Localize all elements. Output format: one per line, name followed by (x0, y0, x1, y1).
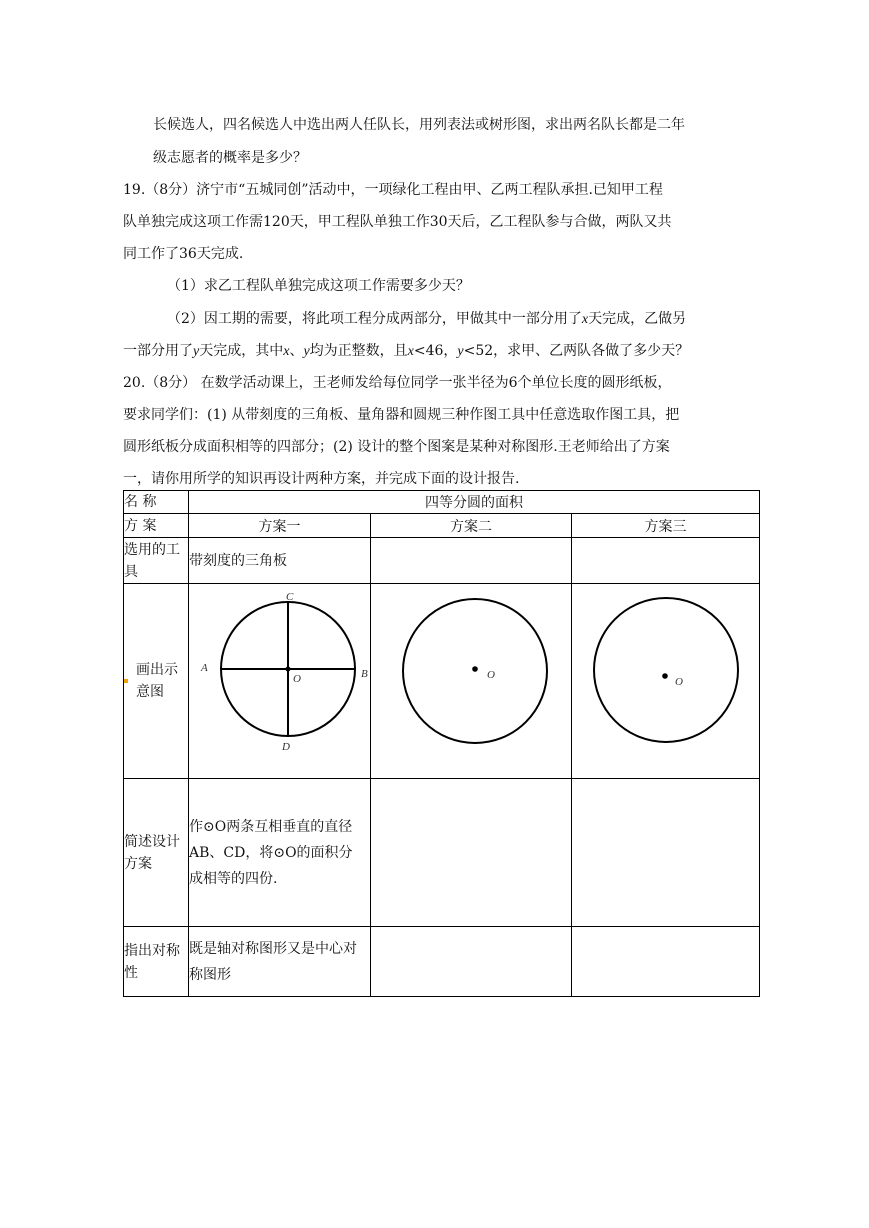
table-row (124, 584, 760, 779)
circle-diagram-plan-3 (572, 584, 760, 774)
diagram-label-cell (124, 584, 189, 779)
label-c: C (286, 591, 294, 603)
label-o: O (293, 673, 301, 685)
symmetry-plan-1: 既是轴对称图形又是中心对称图形 (189, 927, 371, 997)
diagram-plan-3[interactable] (572, 584, 760, 779)
text-line: 一部分用了y天完成，其中x、y均为正整数，且x<46，y<52，求甲、乙两队各做了多少天？ (123, 343, 690, 359)
label-o: O (487, 669, 495, 681)
question-19-header: 19.（8分）济宁市“五城同创”活动中，一项绿化工程由甲、乙两工程队承担.已知甲工程 (123, 182, 663, 198)
label-d: D (282, 741, 290, 753)
design-plan-2-blank[interactable] (371, 779, 572, 927)
design-plan-1: 作⊙O两条互相垂直的直径AB、CD，将⊙O的面积分成相等的四份. (189, 779, 371, 927)
center-point (472, 666, 478, 672)
name-label: 名 称 (124, 491, 189, 514)
plan-3-header: 方案三 (572, 514, 760, 538)
tool-plan-1: 带刻度的三角板 (189, 538, 371, 584)
label-o: O (675, 676, 683, 688)
text-line: 一，请你用所学的知识再设计两种方案，并完成下面的设计报告. (123, 471, 520, 487)
center-point (662, 673, 668, 679)
question-19-part-1: （1）求乙工程队单独完成这项工作需要多少天？ (167, 278, 470, 294)
circle-outline (594, 598, 738, 742)
table-row (124, 927, 760, 997)
text-line: 要求同学们：(1) 从带刻度的三角板、量角器和圆规三种作图工具中任意选取作图工具，把 (123, 407, 680, 423)
table-row (124, 779, 760, 927)
diagram-plan-2[interactable] (371, 584, 572, 779)
tool-plan-2-blank[interactable] (371, 538, 572, 584)
table-row (124, 514, 760, 538)
table-row (124, 538, 760, 584)
table-row (124, 491, 760, 514)
center-point (286, 667, 291, 672)
label-b: B (361, 668, 368, 680)
question-19-part-2: （2）因工期的需要，将此项工程分成两部分，甲做其中一部分用了x天完成，乙做另 (167, 311, 687, 327)
diagram-plan-1 (189, 584, 371, 779)
text-line: 同工作了36天完成. (123, 246, 244, 262)
question-20-header: 20.（8分） 在数学活动课上，王老师发给每位同学一张半径为6个单位长度的圆形纸板， (123, 375, 672, 391)
name-value: 四等分圆的面积 (189, 491, 760, 514)
symmetry-label: 指出对称性 (124, 927, 189, 997)
design-plan-3-blank[interactable] (572, 779, 760, 927)
text-line: 级志愿者的概率是多少？ (153, 150, 307, 166)
plan-label: 方 案 (124, 514, 189, 538)
plan-1-header: 方案一 (189, 514, 371, 538)
text-line: 长候选人，四名候选人中选出两人任队长，用列表法或树形图，求出两名队长都是二年 (153, 117, 685, 133)
circle-diagram-plan-2 (371, 584, 572, 774)
design-report-table (123, 490, 760, 997)
symmetry-plan-2-blank[interactable] (371, 927, 572, 997)
circle-diagram-plan-1 (189, 584, 371, 774)
symmetry-plan-3-blank[interactable] (572, 927, 760, 997)
design-label: 简述设计方案 (124, 779, 189, 927)
text-line: 圆形纸板分成面积相等的四部分；(2) 设计的整个图案是某种对称图形.王老师给出了方案 (123, 439, 670, 455)
diagram-label: 画出示意图 (136, 662, 178, 700)
tool-label: 选用的工具 (124, 538, 189, 584)
label-a: A (201, 662, 208, 674)
tool-plan-3-blank[interactable] (572, 538, 760, 584)
text-line: 队单独完成这项工作需120天，甲工程队单独工作30天后，乙工程队参与合做，两队又共 (123, 214, 672, 230)
plan-2-header: 方案二 (371, 514, 572, 538)
